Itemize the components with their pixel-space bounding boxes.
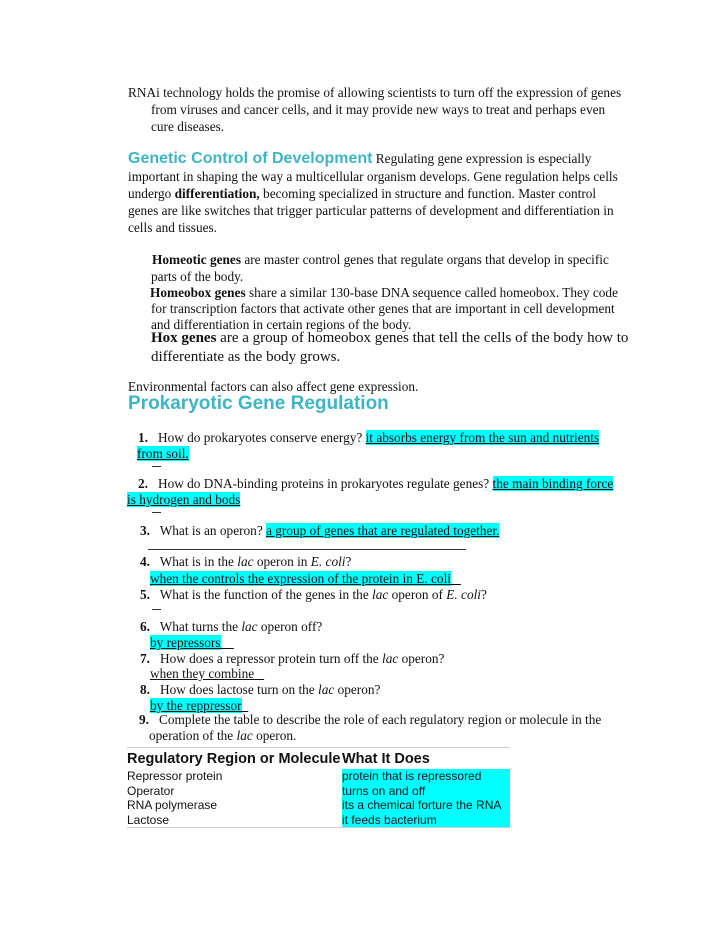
question-number: 8. — [140, 682, 150, 697]
table-header-1: Regulatory Region or Molecule — [127, 751, 341, 767]
hox-term: Hox genes — [151, 330, 217, 346]
table-cell-region: RNA polymerase — [127, 798, 218, 812]
homeotic-line-1 — [152, 251, 609, 268]
text-run: operation of the — [149, 728, 237, 743]
intro-line-3: cure diseases. — [151, 119, 225, 134]
question-text: What is an operon? — [159, 523, 267, 538]
genetic-control-line-2: important in shaping the way a multicellular organism develops. Gene regulation helps cells — [128, 169, 618, 184]
homeotic-line-2: parts of the body. — [151, 269, 244, 284]
genetic-control-heading: Genetic Control of Development — [128, 150, 373, 167]
homeobox-term: Homeobox genes — [150, 285, 246, 300]
table-top-rule — [127, 747, 510, 748]
question-3 — [140, 522, 499, 539]
intro-line-1: RNAi technology holds the promise of allowing scientists to turn off the expression of genes — [128, 85, 622, 100]
question-1 — [138, 429, 599, 446]
question-number: 7. — [140, 651, 150, 666]
answer-1-cont-text[interactable]: from soil. — [137, 446, 189, 461]
italic-term: lac — [372, 587, 389, 602]
answer-2-cont-text[interactable]: is hydrogen and bods — [127, 492, 241, 507]
question-8 — [140, 681, 380, 698]
question-text: Complete the table to describe the role of each regulatory region or molecule in the — [158, 712, 602, 727]
hox-line-2: differentiate as the body grows. — [151, 349, 341, 365]
answer-7-text[interactable]: when they combine — [150, 666, 255, 681]
table-cell-answer[interactable]: protein that is repressored — [342, 769, 510, 784]
text-run: ? — [481, 587, 487, 602]
question-number: 4. — [140, 554, 150, 569]
table-cell-answer[interactable]: its a chemical forture the RNA — [342, 798, 510, 813]
regulatory-table — [127, 750, 510, 827]
text-run: undergo — [128, 186, 175, 201]
answer-7[interactable] — [150, 665, 264, 682]
text-run: ? — [345, 554, 352, 569]
answer-6-text[interactable]: by repressors — [150, 635, 221, 650]
question-9-line-2 — [149, 727, 296, 744]
answer-blank-2[interactable] — [152, 512, 161, 513]
text-run: What turns the — [159, 619, 242, 634]
genetic-control-line-1-text: Regulating gene expression is especially — [375, 151, 592, 166]
text-run: are a group of homeobox genes that tell the cells of the body how to — [216, 330, 629, 346]
table-cell-region: Lactose — [127, 812, 170, 827]
answer-blank-1[interactable] — [152, 466, 161, 467]
question-number: 6. — [140, 619, 150, 634]
question-number: 2. — [138, 476, 148, 491]
differentiation-term: differentiation, — [174, 186, 260, 201]
hox-line-1 — [151, 329, 628, 348]
question-5 — [140, 586, 487, 603]
prokaryotic-heading: Prokaryotic Gene Regulation — [128, 393, 389, 414]
environmental-text: Environmental factors can also affect gene expression. — [128, 379, 419, 394]
text-run: operon. — [252, 728, 297, 743]
answer-3[interactable]: a group of genes that are regulated together. — [266, 523, 500, 538]
text-run: operon? — [398, 651, 445, 666]
answer-blank-5[interactable] — [152, 609, 161, 610]
italic-term: lac — [236, 728, 253, 743]
genetic-control-line-5: cells and tissues. — [128, 220, 218, 235]
table-header-2: What It Does — [342, 751, 430, 767]
homeobox-line-2: for transcription factors that activate other genes that are important in cell development — [151, 301, 615, 316]
text-run: What is in the — [159, 554, 238, 569]
table-row — [127, 769, 510, 784]
question-number: 1. — [138, 430, 148, 445]
homeotic-term: Homeotic genes — [152, 252, 241, 267]
table-bottom-rule — [127, 827, 510, 828]
text-run: are master control genes that regulate organs that develop in specific — [241, 252, 609, 267]
answer-1-cont[interactable] — [137, 445, 189, 462]
italic-term: lac — [241, 619, 258, 634]
question-number: 9. — [139, 712, 149, 727]
text-run: How does lactose turn on the — [159, 682, 319, 697]
table-row — [127, 784, 510, 799]
answer-2-cont[interactable] — [127, 491, 240, 508]
table-cell-answer[interactable]: it feeds bacterium — [342, 813, 510, 828]
question-number: 3. — [140, 523, 150, 538]
answer-6[interactable] — [150, 634, 234, 651]
text-run: What is the function of the genes in the — [159, 587, 373, 602]
text-run: share a similar 130-base DNA sequence called homeobox. They code — [245, 285, 618, 300]
question-6 — [140, 618, 322, 635]
homeobox-line-3: and differentiation in certain regions of the body. — [151, 317, 412, 332]
question-text: How do DNA-binding proteins in prokaryotes regulate genes? — [157, 476, 493, 491]
genetic-control-line-1 — [128, 150, 591, 167]
question-number: 5. — [140, 587, 150, 602]
italic-term: E. coli — [446, 587, 481, 602]
text-run: operon off? — [257, 619, 323, 634]
question-9 — [139, 711, 601, 728]
table-row — [127, 813, 510, 828]
italic-term: lac — [382, 651, 399, 666]
answer-blank-3[interactable] — [148, 549, 466, 550]
table-cell-region: Operator — [127, 783, 175, 798]
text-run: How does a repressor protein turn off the — [159, 651, 383, 666]
question-4 — [140, 553, 351, 570]
table-header-row — [127, 750, 510, 769]
text-run: becoming specialized in structure and function. Master control — [259, 186, 597, 201]
homeobox-line-1 — [150, 284, 618, 301]
intro-line-2: from viruses and cancer cells, and it may provide new ways to treat and perhaps even — [151, 102, 606, 117]
text-run: operon of — [388, 587, 447, 602]
question-2 — [138, 475, 613, 492]
table-cell-region: Repressor protein — [127, 769, 223, 783]
text-run: operon in — [253, 554, 311, 569]
answer-8-text[interactable]: by the reppressor — [150, 698, 242, 713]
answer-4-text[interactable]: when the controls the expression of the protein in E. coli — [150, 571, 451, 586]
italic-term: lac — [237, 554, 254, 569]
answer-1[interactable]: it absorbs energy from the sun and nutrients — [365, 430, 600, 445]
answer-2[interactable]: the main binding force — [492, 476, 614, 491]
answer-4[interactable] — [150, 570, 461, 587]
table-cell-answer[interactable]: turns on and off — [342, 784, 510, 799]
genetic-control-line-3 — [128, 185, 596, 202]
italic-term: E. coli — [310, 554, 346, 569]
question-text: How do prokaryotes conserve energy? — [157, 430, 366, 445]
italic-term: lac — [318, 682, 335, 697]
text-run: operon? — [334, 682, 381, 697]
genetic-control-line-4: genes are like switches that trigger particular patterns of development and differentiation in — [128, 203, 614, 218]
table-row — [127, 798, 510, 813]
